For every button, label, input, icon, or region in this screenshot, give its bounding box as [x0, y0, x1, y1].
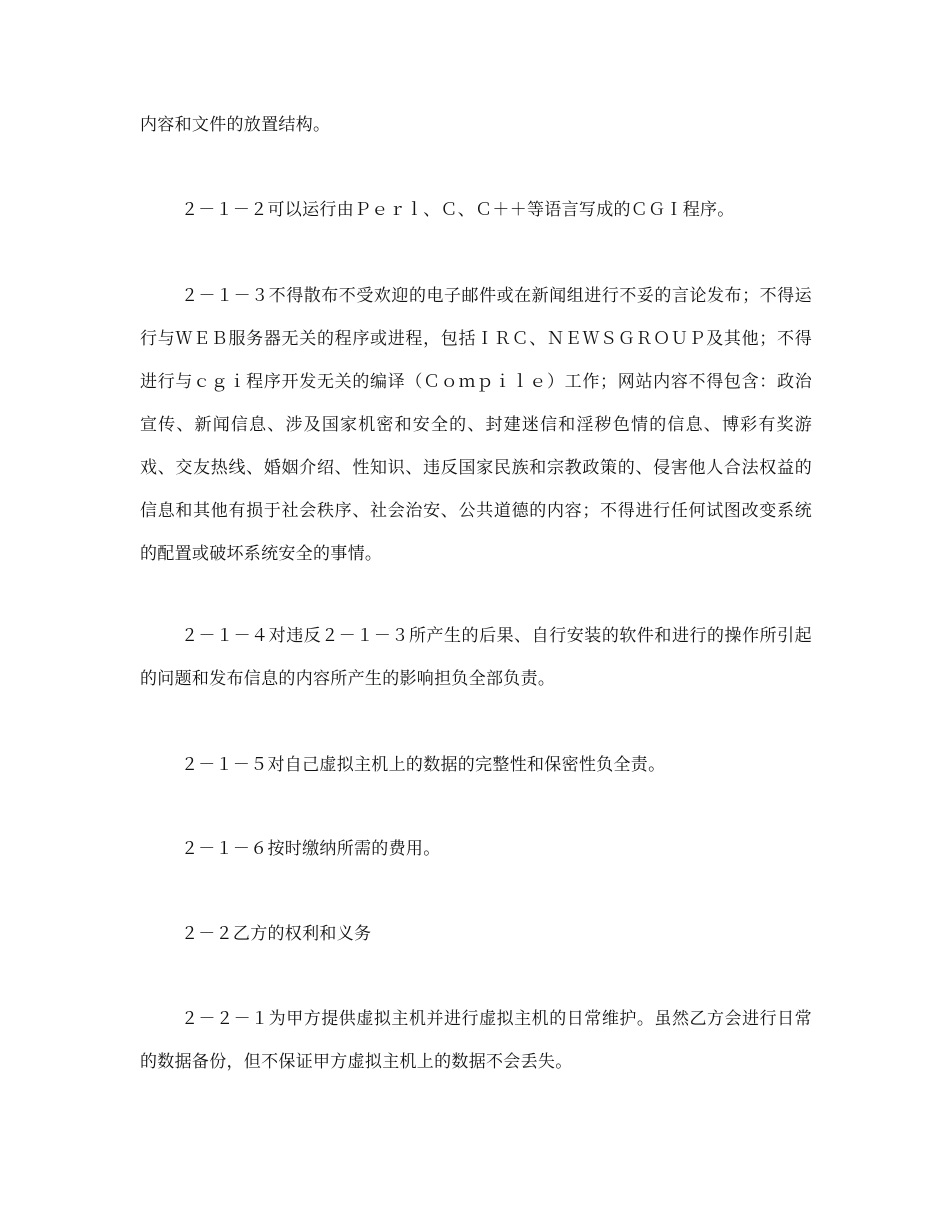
clause-2-2-1: ２－２－１为甲方提供虚拟主机并进行虚拟主机的日常维护。虽然乙方会进行日常的数据备份，但不保证甲方虚拟主机上的数据不会丢失。 — [140, 1009, 812, 1072]
section-heading-2-2: ２－２乙方的权利和义务 — [181, 924, 372, 944]
clause-2-1-4: ２－１－４对违反２－１－３所产生的后果、自行安装的软件和进行的操作所引起的问题和发布信息的内容所产生的影响担负全部负责。 — [140, 626, 812, 689]
clause-2-1-2: ２－１－２可以运行由Ｐｅｒｌ、Ｃ、Ｃ＋＋等语言写成的ＣＧＩ程序。 — [181, 200, 735, 220]
clause-2-1-3: ２－１－３不得散布不受欢迎的电子邮件或在新闻组进行不妥的言论发布；不得运行与ＷＥＢ服务器无关的程序或进程，包括ＩＲＣ、ＮＥＷＳＧＲＯＵＰ及其他；不得进行与ｃｇｉ程序开发无关的编译（Ｃｏｍｐｉｌｅ）工作；网站内容不得包含：政治宣传、新闻信息、涉及国家机密和安全的、封建迷信和淫秽色情的信息、博彩有奖游戏、交友热线、婚姻介绍、性知识、违反国家民族和宗教政策的、侵害他人合法权益的信息和其他有损于社会秩序、社会治安、公共道德的内容；不得进行任何试图改变系统的配置或破坏系统安全的事情。 — [140, 286, 812, 564]
clause-2-1-5: ２－１－５对自己虚拟主机上的数据的完整性和保密性负全责。 — [181, 755, 666, 775]
paragraph-continuation: 内容和文件的放置结构。 — [140, 115, 331, 135]
clause-2-1-6: ２－１－６按时缴纳所需的费用。 — [181, 839, 441, 859]
